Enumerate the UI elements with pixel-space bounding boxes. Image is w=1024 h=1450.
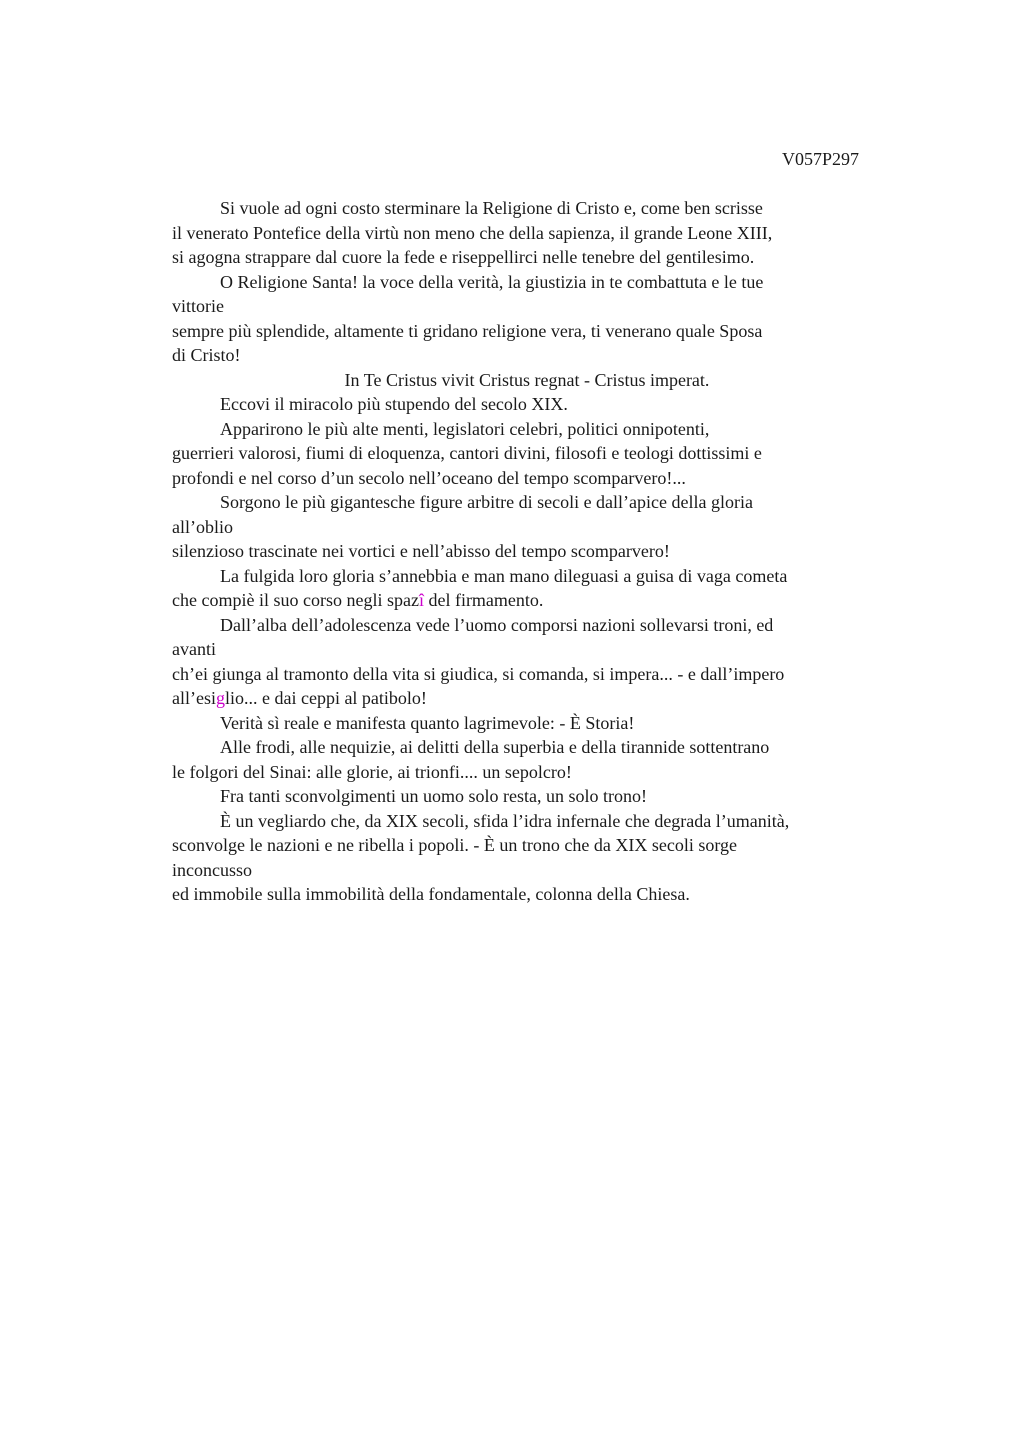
text-line: Sorgono le più gigantesche figure arbitre di secoli e dall’apice della gloria [220, 492, 753, 512]
text-line: Verità sì reale e manifesta quanto lagrimevole: - È Storia! [220, 712, 635, 733]
text-line: di Cristo! [172, 345, 241, 365]
text-line: Apparirono le più alte menti, legislatori celebri, politici onnipotenti, [220, 418, 710, 439]
text-line: Si vuole ad ogni costo sterminare la Religione di Cristo e, come ben scrisse [220, 198, 763, 218]
highlighted-character: g [215, 688, 225, 708]
text-line: sempre più splendide, altamente ti gridano religione vera, ti venerano quale Sposa [172, 320, 763, 341]
line-text-after: del firmamento. [423, 590, 544, 610]
text-line: sconvolge le nazioni e ne ribella i popoli. - È un trono che da XIX secoli sorge [172, 835, 738, 855]
text-line: Eccovi il miracolo più stupendo del secolo XIX. [220, 394, 568, 414]
text-line: silenzioso trascinate nei vortici e nell’abisso del tempo scomparvero! [172, 541, 670, 561]
text-line: O Religione Santa! la voce della verità, la giustizia in te combattuta e le tue [220, 271, 764, 292]
text-line: ch’ei giunga al tramonto della vita si giudica, si comanda, si impera... - e dall’impero [172, 663, 785, 684]
page-identifier: V057P297 [781, 149, 859, 169]
text-line: le folgori del Sinai: alle glorie, ai trionfi.... un sepolcro! [172, 761, 572, 782]
text-line: Dall’alba dell’adolescenza vede l’uomo comporsi nazioni sollevarsi troni, ed [220, 614, 774, 635]
highlighted-character: î [418, 590, 424, 610]
text-line: La fulgida loro gloria s’annebbia e man mano dileguasi a guisa di vaga cometa [220, 565, 788, 586]
text-line-with-mark [172, 588, 882, 613]
text-line: inconcusso [172, 859, 252, 880]
line-text-before: all’esi [172, 688, 216, 708]
text-line: avanti [172, 639, 216, 659]
text-line: il venerato Pontefice della virtù non meno che della sapienza, il grande Leone XIII, [172, 222, 773, 243]
text-line: Fra tanti sconvolgimenti un uomo solo resta, un solo trono! [220, 786, 647, 806]
text-line: guerrieri valorosi, fiumi di eloquenza, cantori divini, filosofi e teologi dottissimi e [172, 443, 762, 463]
text-line: si agogna strappare dal cuore la fede e riseppellirci nelle tenebre del gentilesimo. [172, 247, 755, 267]
text-line: ed immobile sulla immobilità della fondamentale, colonna della Chiesa. [172, 884, 690, 904]
text-line: vittorie [172, 296, 224, 316]
line-text-before: che compiè il suo corso negli spaz [172, 590, 419, 610]
text-line-with-mark [172, 686, 882, 711]
centered-motto: In Te Cristus vivit Cristus regnat - Cristus imperat. [344, 369, 710, 390]
text-line: profondi e nel corso d’un secolo nell’oceano del tempo scomparvero!... [172, 467, 686, 488]
document-body [172, 196, 882, 907]
text-line: all’oblio [172, 516, 233, 537]
text-line: Alle frodi, alle nequizie, ai delitti della superbia e della tirannide sottentrano [220, 737, 770, 757]
line-text-after: lio... e dai ceppi al patibolo! [224, 688, 427, 708]
text-line: È un vegliardo che, da XIX secoli, sfida l’idra infernale che degrada l’umanità, [220, 810, 790, 831]
